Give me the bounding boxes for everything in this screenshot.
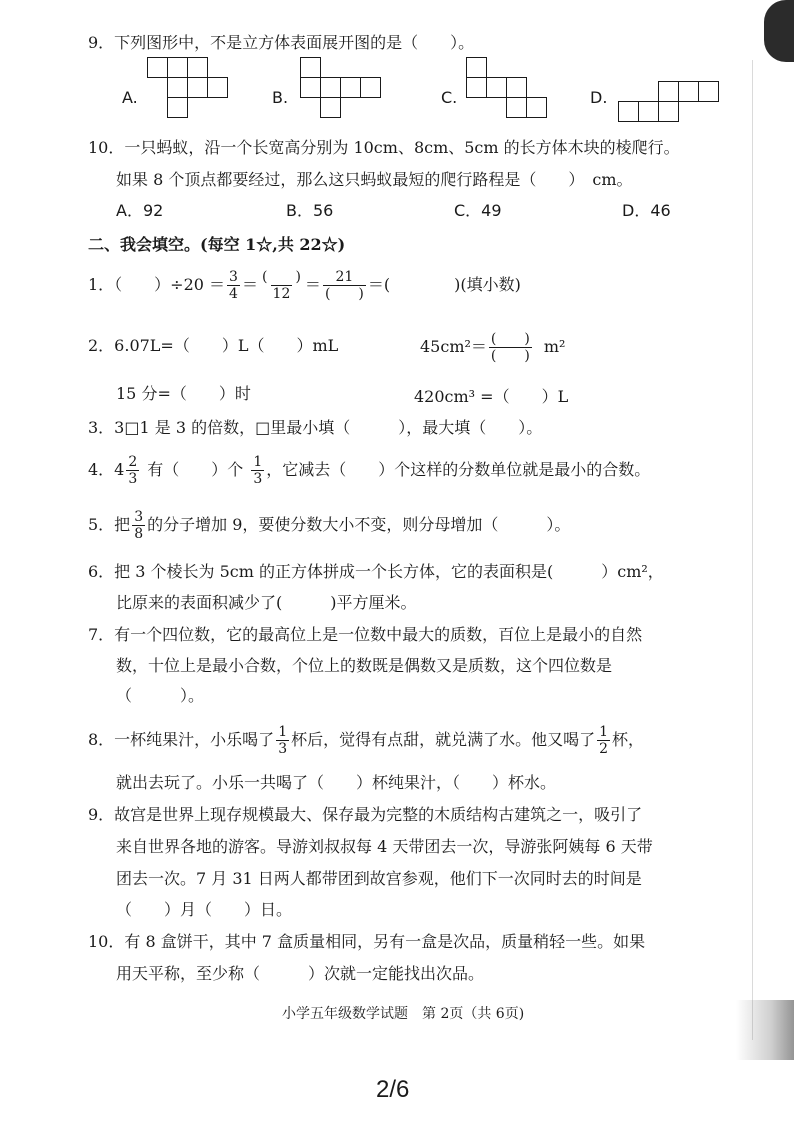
fill-8-line1 [88, 718, 644, 762]
fill-4-mid: 有（ ）个 [147, 460, 244, 479]
fill-4-post: ，它减去（ ）个这样的分数单位就是最小的合数。 [266, 460, 651, 479]
q10-option-c: C．49 [454, 201, 502, 220]
fill-1-eq1: ＝ [241, 275, 258, 294]
page-footer: 小学五年级数学试题 第 2页（共 6页) [282, 1006, 525, 1022]
q9-option-b-label: B. [272, 88, 289, 107]
fill-7-line2: 数，十位上是最小合数，个位上的数既是偶数又是质数，这个四位数是 [116, 656, 613, 675]
fill-4-pre: 4．4 [88, 460, 125, 479]
fill-1-fraction-c: $\frac{21}{( )}$ [324, 268, 364, 302]
section-2-title: 二、我会填空。(每空 1☆,共 22☆) [88, 235, 346, 254]
fill-8-pre: 8．一杯纯果汁，小乐喝了 [88, 730, 275, 749]
fill-2c: 15 分=（ ）时 [116, 384, 251, 403]
fill-7-line3: （ ）。 [116, 686, 205, 705]
fill-9-line3: 团去一次。7 月 31 日两人都带团到故宫参观，他们下一次同时去的时间是 [116, 869, 642, 888]
fill-1-fraction-b: $\frac{( )}{12}$ [261, 268, 301, 302]
fill-2b-pre: 45cm²＝ [420, 337, 487, 356]
fill-9-line2: 来自世界各地的游客。导游刘叔叔每 4 天带团去一次，导游张阿姨每 6 天带 [116, 837, 653, 856]
fill-6-line2: 比原来的表面积减少了( )平方厘米。 [116, 593, 417, 612]
fill-5-pre: 5．把 [88, 515, 131, 534]
fill-2b-fraction: $\frac{( )}{( )}$ [490, 330, 530, 364]
q9-option-c-label: C. [441, 88, 458, 107]
fill-1 [88, 263, 521, 307]
q9-option-d-label: D. [590, 88, 608, 107]
scan-shadow [736, 1000, 794, 1060]
fill-10-line1: 10．有 8 盒饼干，其中 7 盒质量相同，另有一盒是次品，质量稍轻一些。如果 [88, 932, 646, 951]
fill-8-line2: 就出去玩了。小乐一共喝了（ ）杯纯果汁，（ ）杯水。 [116, 773, 557, 792]
fill-2b [420, 325, 565, 369]
fill-6-line1: 6．把 3 个棱长为 5cm 的正方体拼成一个长方体，它的表面积是( ）cm²， [88, 562, 664, 581]
fill-3: 3．3□1 是 3 的倍数，□里最小填（ ），最大填（ ）。 [88, 418, 543, 437]
fill-1-pre: 1．（ ）÷20 ＝ [88, 275, 226, 294]
fill-8-mid: 杯后，觉得有点甜，就兑满了水。他又喝了 [291, 730, 596, 749]
scan-fold-line [752, 60, 753, 1040]
fill-1-eq2: ＝ [304, 275, 321, 294]
fill-5-post: 的分子增加 9，要使分数大小不变，则分母增加（ ）。 [147, 515, 571, 534]
page-number: 2/6 [376, 1076, 410, 1103]
fill-2d: 420cm³ =（ ）L [414, 387, 569, 406]
fill-4 [88, 448, 650, 492]
fill-8-fraction-a: $\frac{1}{3}$ [278, 723, 288, 757]
q10-option-b: B．56 [286, 201, 334, 220]
fill-8-fraction-b: $\frac{1}{2}$ [599, 723, 609, 757]
fill-7-line1: 7．有一个四位数，它的最高位上是一位数中最大的质数，百位上是最小的自然 [88, 625, 643, 644]
fill-9-line4: （ ）月（ ）日。 [116, 900, 293, 919]
fill-2a: 2．6.07L=（ ）L（ ）mL [88, 336, 339, 355]
fill-5 [88, 503, 570, 547]
fill-2b-unit: m² [543, 337, 566, 356]
q10-line1: 10．一只蚂蚁，沿一个长宽高分别为 10cm、8cm、5cm 的长方体木块的棱爬行。 [88, 138, 680, 157]
fill-1-fraction-a: $\frac{3}{4}$ [229, 268, 238, 302]
fill-9-line1: 9．故宫是世界上现存规模最大、保存最为完整的木质结构古建筑之一，吸引了 [88, 805, 643, 824]
q10-option-d: D．46 [622, 201, 671, 220]
q10-option-a: A．92 [116, 201, 164, 220]
page-edge-tab [764, 0, 794, 62]
fill-8-post: 杯， [612, 730, 645, 749]
fill-1-post: ＝( )(填小数) [367, 275, 521, 294]
q10-line2: 如果 8 个顶点都要经过，那么这只蚂蚁最短的爬行路程是（ ） cm。 [116, 170, 633, 189]
q9-text: 9．下列图形中，不是立方体表面展开图的是（ ）。 [88, 33, 475, 52]
fill-4-mixed-fraction: $\frac{2}{3}$ [128, 453, 138, 487]
fill-10-line2: 用天平称，至少称（ ）次就一定能找出次品。 [116, 964, 485, 983]
q9-option-a-label: A. [122, 88, 138, 107]
fill-5-fraction: $\frac{3}{8}$ [134, 508, 144, 542]
fill-4-unit-fraction: $\frac{1}{3}$ [253, 453, 263, 487]
